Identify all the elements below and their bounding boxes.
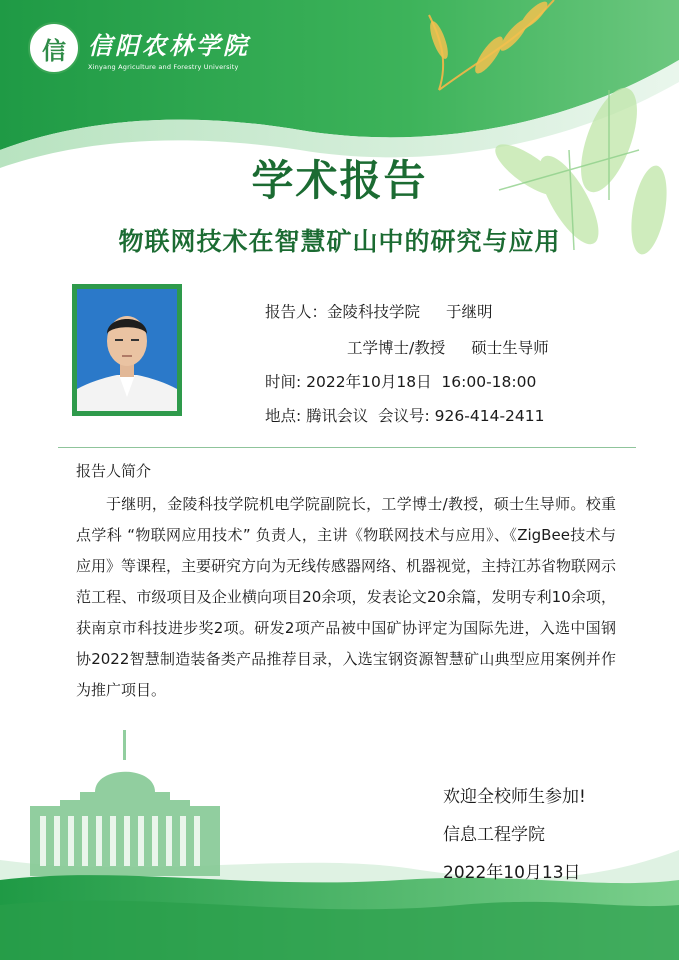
university-name-en: Xinyang Agriculture and Forestry University	[88, 62, 239, 71]
time-label: 时间:	[265, 373, 302, 391]
organizer-name: 信息工程学院	[443, 825, 545, 845]
logo-text	[88, 26, 250, 71]
speaker-title: 工学博士/教授	[347, 339, 446, 357]
intro-heading: 报告人简介	[76, 462, 152, 480]
university-seal-icon	[28, 22, 80, 74]
report-subtitle: 物联网技术在智慧矿山中的研究与应用	[118, 227, 561, 256]
section-divider	[58, 447, 636, 448]
speaker-title-line	[347, 336, 549, 358]
speaker-photo	[72, 284, 182, 416]
footer	[443, 778, 586, 892]
university-logo	[28, 22, 250, 74]
speaker-name: 于继明	[446, 303, 493, 321]
speaker-label: 报告人：	[265, 303, 328, 321]
speaker-institution: 金陵科技学院	[327, 303, 421, 321]
logo-mark: 信	[42, 36, 66, 65]
time-value: 2022年10月18日 16:00-18:00	[306, 373, 537, 391]
speaker-line	[265, 300, 493, 322]
intro-body: 于继明，金陵科技学院机电学院副院长，工学博士/教授，硕士生导师。校重点学科 “物联网应用技术” 负责人，主讲《物联网技术与应用》、《ZigBee技术与应用》等课程，主要研究方向为无线传感器网络、机器视觉，主持江苏省物联网示范工程、市级项目及企业横向项目20余项，发表论文20余篇，发明专利10余项，获南京市科技进步奖2项。研发2项产品被中国矿协评定为国际先进，入选中国钢协2022智慧制造装备类产品推荐目录，入选宝钢资源智慧矿山典型应用案例并作为推广项目。	[76, 495, 617, 699]
university-name-cn: 信阳农林学院	[88, 30, 250, 60]
time-line	[265, 370, 536, 392]
notice-date: 2022年10月13日	[443, 863, 581, 883]
welcome-text: 欢迎全校师生参加!	[443, 787, 586, 807]
place-value: 腾讯会议 会议号: 926-414-2411	[306, 407, 545, 425]
place-line	[265, 404, 544, 426]
speaker-role: 硕士生导师	[471, 339, 549, 357]
place-label: 地点:	[265, 407, 302, 425]
page-title: 学术报告	[251, 156, 428, 205]
speaker-portrait-image	[77, 289, 177, 411]
